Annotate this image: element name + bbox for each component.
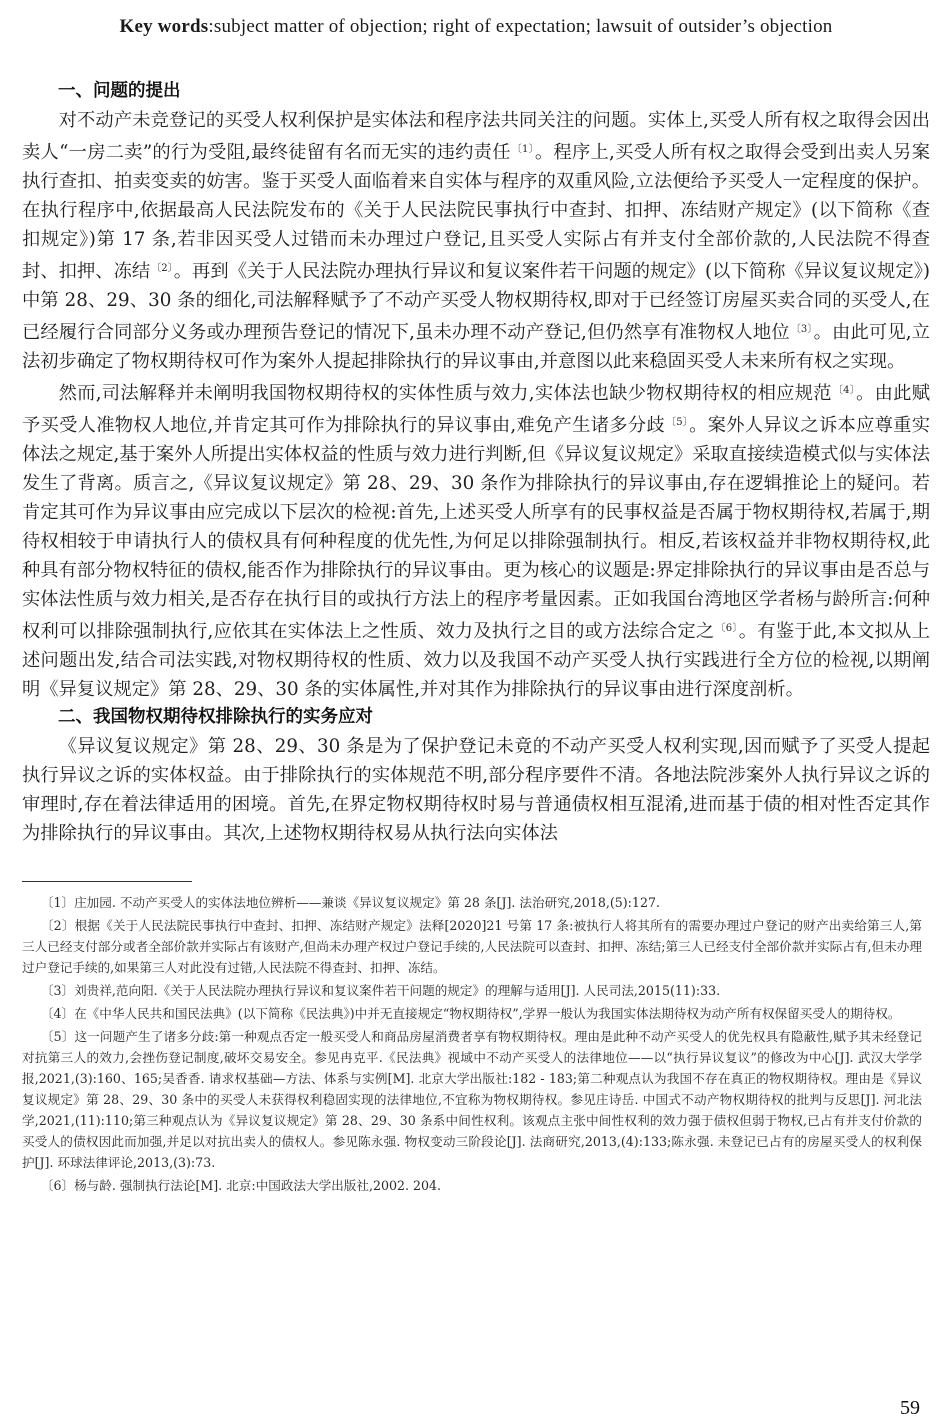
citation-ref-6[interactable]: 〔6〕 xyxy=(715,623,738,634)
section-2-heading: 二、我国物权期待权排除执行的实务应对 xyxy=(58,707,373,727)
text-run: 。由此赋予买受人准物权人地位,并肯定其可作为排除执行的异议事由,难免产生诸多分歧 xyxy=(22,383,930,436)
section-2-paragraph-1: 《异议复议规定》第 28、29、30 条是为了保护登记未竟的不动产买受人权利实现,因而赋予了买受人提起执行异议之诉的实体权益。由于排除执行的实体规范不明,部分程序要件不清。各地法院涉案外人执行异议之诉的审理时,存在着法律适用的困境。首先,在界定物权期待权时易与普通债权相互混淆,进而基于债的相对性否定其作为排除执行的异议事由。其次,上述物权期待权易从执行法向实体法 xyxy=(22,736,930,844)
citation-ref-5[interactable]: 〔5〕 xyxy=(665,417,689,428)
section-1-paragraph-2 xyxy=(22,376,930,704)
text-run: 然而,司法解释并未阐明我国物权期待权的实体性质与效力,实体法也缺少物权期待权的相应规范 xyxy=(58,383,832,404)
citation-ref-4[interactable]: 〔4〕 xyxy=(832,385,856,396)
keywords-line xyxy=(22,16,930,38)
text-run: 。程序上,买受人所有权之取得会受到出卖人另案执行查扣、拍卖变卖的妨害。鉴于买受人面临着来自实体与程序的双重风险,立法便给予买受人一定程度的保护。在执行程序中,依据最高人民法院发布的《关于人民法院民事执行中查封、扣押、冻结财产规定》(以下简称《查扣规定》)第 17 条,若非因买受人过错而未办理过户登记,且买受人实际占有并支付全部价款的,人民法院不得查封、扣押、冻结 xyxy=(22,142,930,282)
footnotes xyxy=(22,892,930,1196)
text-run: 。由此可见,立法初步确定了物权期待权可作为案外人提起排除执行的异议事由,并意图以此来稳固买受人未来所有权之实现。 xyxy=(22,322,930,372)
text-run: 对不动产未竞登记的买受人权利保护是实体法和程序法共同关注的问题。实体上,买受人所有权之取得会因出卖人“一房二卖”的行为受阻,最终徒留有名而无实的违约责任 xyxy=(22,110,930,163)
text-run: 。有鉴于此,本文拟从上述问题出发,结合司法实践,对物权期待权的性质、效力以及我国不动产买受人执行实践进行全方位的检视,以期阐明《异复议规定》第 28、29、30 条的实体属性,并对其作为排除执行的异议事由进行深度剖析。 xyxy=(22,621,931,700)
footnote-1: 〔1〕庄加园. 不动产买受人的实体法地位辨析——兼谈《异议复议规定》第 28 条[J]. 法治研究,2018,(5):127. xyxy=(40,895,660,910)
text-run: 。案外人异议之诉本应尊重实体法之规定,基于案外人所提出实体权益的性质与效力进行判断,但《异议复议规定》采取直接续造模式似与实体法发生了背离。质言之,《异议复议规定》第 28、29、30 条作为排除执行的异议事由,存在逻辑推论上的疑问。若肯定其可作为异议事由应完成以下层次的检视:首先,上述买受人所享有的民事权益是否属于物权期待权,若属于,期待权相较于申请执行人的债权具有何种程度的优先性,为何足以排除强制执行。相反,若该权益并非物权期待权,此种具有部分物权特征的债权,能否作为排除执行的异议事由。更为核心的议题是:界定排除执行的异议事由是否总与实体法性质与效力相关,是否存在执行目的或执行方法上的程序考量因素。正如我国台湾地区学者杨与龄所言:何种权利可以排除强制执行,应依其在实体法上之性质、效力及执行之目的或方法综合定之 xyxy=(22,415,931,642)
footnote-5: 〔5〕这一问题产生了诸多分歧:第一种观点否定一般买受人和商品房屋消费者享有物权期待权。理由是此种不动产买受人的优先权具有隐蔽性,赋予其未经登记对抗第三人的效力,会挫伤登记制度,破坏交易安全。参见冉克平.《民法典》视域中不动产买受人的法律地位——以“执行异议复议”的修改为中心[J]. 武汉大学学报,2021,(3):160、165;吴香香. 请求权基础—方法、体系与实例[M]. 北京大学出版社:182 - 183;第二种观点认为我国不存在真正的物权期待权。理由是《异议复议规定》第 28、29、30 条中的买受人未获得权利稳固实现的法律地位,不宜称为物权期待权。参见庄诗岳. 中国式不动产物权期待权的批判与反思[J]. 河北法学,2021,(11):110;第三种观点认为《异议复议规定》第 28、29、30 条系中间性权利。该观点主张中间性权利的效力强于债权但弱于物权,已占有并支付价款的买受人的债权因此而加强,并足以对抗出卖人的债权人。参见陈永强. 物权变动三阶段论[J]. 法商研究,2013,(4):133;陈永强. 未登记已占有的房屋买受人的权利保护[J]. 环球法律评论,2013,(3):73. xyxy=(22,1029,922,1170)
section-1-heading: 一、问题的提出 xyxy=(58,81,181,101)
footnote-2: 〔2〕根据《关于人民法院民事执行中查封、扣押、冻结财产规定》法释[2020]21 号第 17 条:被执行人将其所有的需要办理过户登记的财产出卖给第三人,第三人已经支付部分或者全部价款并实际占有该财产,但尚未办理产权过户登记手续的,人民法院可以查封、扣押、冻结;第三人已经支付全部价款并实际占有,但未办理过户登记手续的,如果第三人对此没有过错,人民法院不得查封、扣押、冻结。 xyxy=(22,918,922,975)
citation-ref-3[interactable]: 〔3〕 xyxy=(790,324,813,335)
page-number: 59 xyxy=(900,1397,920,1419)
citation-ref-1[interactable]: 〔1〕 xyxy=(511,144,534,155)
footnote-3: 〔3〕刘贵祥,范向阳.《关于人民法院办理执行异议和复议案件若干问题的规定》的理解与适用[J]. 人民司法,2015(11):33. xyxy=(40,983,721,998)
keywords-label: Key words xyxy=(119,16,209,37)
footnote-6: 〔6〕杨与龄. 强制执行法论[M]. 北京:中国政法大学出版社,2002. 204. xyxy=(40,1178,442,1193)
footnote-4: 〔4〕在《中华人民共和国民法典》(以下简称《民法典》)中并无直接规定“物权期待权”,学界一般认为我国实体法期待权为动产所有权保留买受人的期待权。 xyxy=(40,1006,901,1021)
text-run: 。再到《关于人民法院办理执行异议和复议案件若干问题的规定》(以下简称《异议复议规定》)中第 28、29、30 条的细化,司法解释赋予了不动产买受人物权期待权,即对于已经签订房屋买卖合同的买受人,在已经履行合同部分义务或办理预告登记的情况下,虽未办理不动产登记,但仍然享有准物权人地位 xyxy=(22,261,930,343)
section-1-paragraph-1 xyxy=(22,106,930,376)
keywords-text: :subject matter of objection; right of expectation; lawsuit of outsider’s objection xyxy=(208,16,833,37)
citation-ref-2[interactable]: 〔2〕 xyxy=(151,263,173,274)
paper-page xyxy=(22,10,930,1198)
footnote-divider xyxy=(22,881,192,882)
